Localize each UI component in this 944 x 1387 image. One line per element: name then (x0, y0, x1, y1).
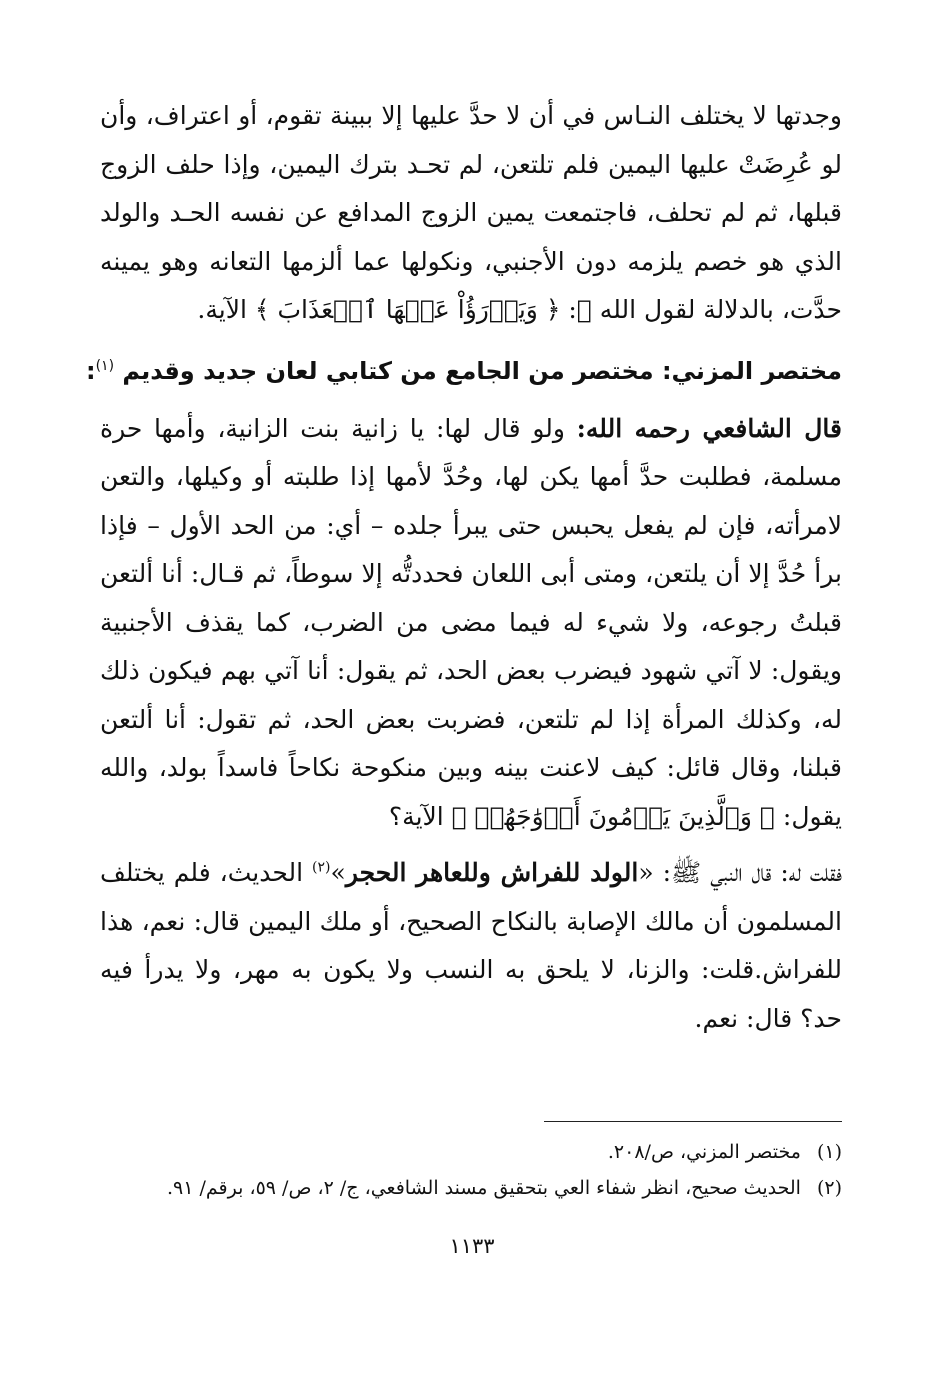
section-heading (85, 347, 842, 395)
page-number: ١١٣٣ (449, 1234, 495, 1258)
section-heading-text: مختصر المزني: مختصر من الجامع من كتابي لعان جديد وقديم (122, 356, 842, 385)
quran-verse-2: ﴿ وَٱلَّذِينَ يَرۡمُونَ أَزۡوَٰجَهُمۡ ﴾ (451, 801, 775, 831)
hadith-text: الولد للفراش وللعاهر الحجر (345, 858, 639, 887)
footnote-2 (100, 1170, 842, 1206)
footnote-1-text: مختصر المزني، ص/٢٠٨. (607, 1141, 801, 1163)
footnote-1 (100, 1134, 842, 1170)
paragraph-2-tail: الآية؟ (388, 801, 444, 831)
hadith-close: » (330, 858, 346, 887)
paragraph-3 (100, 849, 842, 1043)
footnote-1-number: (١) (816, 1141, 842, 1163)
paragraph-2-text: ولو قال لها: يا زانية بنت الزانية، وأمها حرة مسلمة، فطلبت حدَّ أمها يكن لها، وحُدَّ لأمها إذا طلبته أو وكيلها، والتعن لامرأته، فإن لم يفعل يحبس حتى يبرأ جلده – أي: من الحد الأول – فإذا برأ حُدَّ إلا أن يلتعن، ومتى أبى اللعان فحددتُّه إلا سوطاً، ثم قـال: أنا ألتعن قبلتُ رجوعه، ولا شيء له فيما مضى من الضرب، كما يقذف الأجنبية ويقول: لا آتي شهود فيضرب بعض الحد، ثم يقول: أنا آتي بهم فيكون ذلك له، وكذلك المرأة إذا لم تلتعن، فضربت بعض الحد، ثم تقول: أنا ألتعن قبلنا، وقال قائل: كيف لاعنت بينه وبين منكوحة نكاحاً فاسداً بولد، والله يقول: (100, 413, 842, 831)
paragraph-2-lead: قال الشافعي رحمه الله: (576, 413, 842, 443)
footnote-2-text: الحديث صحيح، انظر شفاء العي بتحقيق مسند الشافعي، ج/ ٢، ص/ ٥٩، برقم/ ٩١. (167, 1177, 801, 1199)
page-body (85, 92, 843, 1043)
footnote-2-number: (٢) (816, 1177, 842, 1199)
footnote-ref-1: (١) (95, 357, 115, 374)
paragraph-2 (100, 405, 842, 842)
paragraph-1-text: وجدتها لا يختلف النـاس في أن لا حدَّ عليها إلا ببينة تقوم، أو اعتراف، وأن لو عُرِضَتْ عليها اليمين فلم تلتعن، لم تحـد بترك اليمين، وإذا حلف الزوج قبلها، ثم لم تحلف، فاجتمعت يمين الزوج المدافع عن نفسه الحـد والولد الذي هو خصم يلزمه دون الأجنبي، ونكولها عما ألزمها التعانه وهو يمينه حدَّت، بالدلالة لقول الله ﷻ: (100, 101, 842, 324)
paragraph-1 (100, 92, 842, 335)
paragraph-1-tail: الآية. (197, 295, 247, 324)
footnote-ref-2: (٢) (312, 859, 331, 876)
footnote-divider (544, 1121, 842, 1122)
section-heading-colon: : (85, 356, 96, 385)
paragraph-3-lead: فقلت له: قال النبي ﷺ: « (638, 858, 843, 887)
quran-verse-1: ﴿ وَيَدۡرَؤُاْ عَنۡهَا ٱلۡعَذَابَ ﴾ (254, 295, 561, 324)
footnotes (100, 1134, 842, 1206)
paragraph-3-text: الحديث، فلم يختلف المسلمون أن مالك الإصابة بالنكاح الصحيح، أو ملك اليمين قال: نعم، هذا للفراش.قلت: والزنا، لا يلحق به النسب ولا يكون به مهر، ولا يدرأ فيه حد؟ قال: نعم. (100, 858, 842, 1033)
